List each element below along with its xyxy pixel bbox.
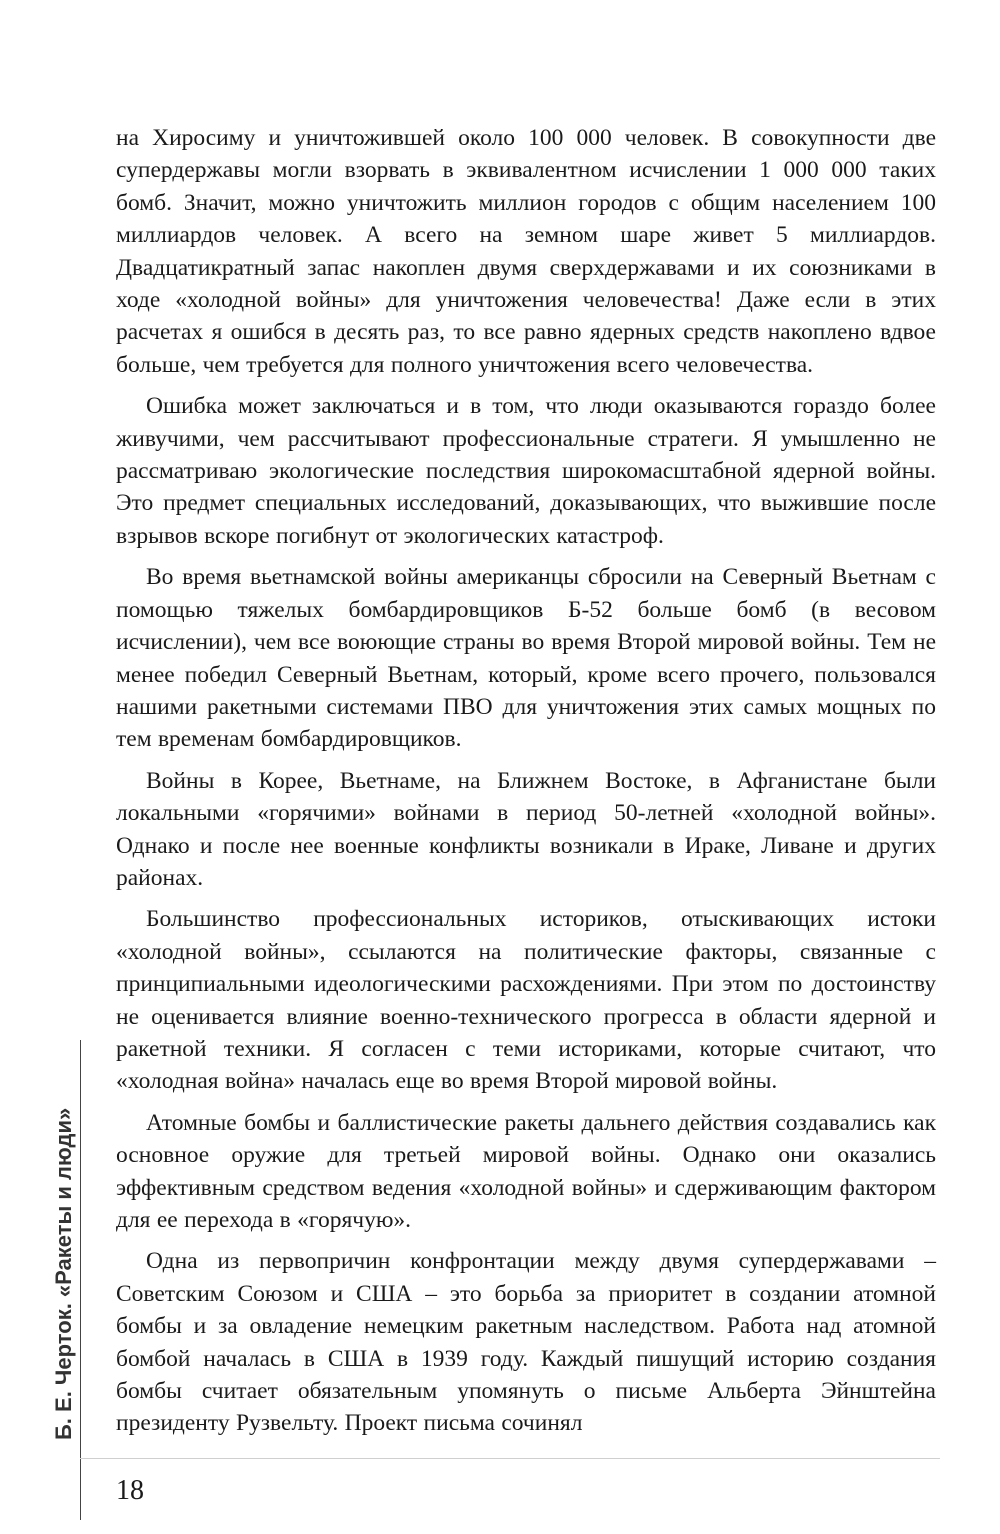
paragraph-1: на Хиросиму и уничтожившей около 100 000 человек. В совокупности две супердержавы могли взорвать в эквивалентном исчислении 1 000 000 таких бомб. Значит, можно уничтожить миллион городов с общим населением 100 миллиардов человек. А всего на земном шаре живет 5 миллиардов. Двадцатикратный запас накоплен двумя сверхдержавами и их союзниками в ходе «холодной войны» для уничтожения человечества! Даже если в этих расчетах я ошибся в десять раз, то все равно ядерных средств накоплено вдвое больше, чем требуется для полного уничтожения всего человечества.: [116, 125, 936, 378]
body-text: [116, 122, 936, 1440]
running-head: Б. Е. Черток. «Ракеты и люди»: [51, 1107, 76, 1440]
page-number: 18: [116, 1475, 144, 1506]
paragraph-2: Ошибка может заключаться и в том, что люди оказываются гораздо более живучими, чем рассчитывают профессиональные стратеги. Я умышленно не рассматриваю экологические последствия широкомасштабной ядерной войны. Это предмет специальных исследований, доказывающих, что выжившие после взрывов вскоре погибнут от экологических катастроф.: [116, 393, 936, 549]
footer-rule: [80, 1458, 940, 1459]
paragraph-4: Войны в Корее, Вьетнаме, на Ближнем Востоке, в Афганистане были локальными «горячими» войнами в период 50-летней «холодной войны». Однако и после нее военные конфликты возникали в Ираке, Ливане и других районах.: [116, 767, 936, 891]
paragraph-5: Большинство профессиональных историков, отыскивающих истоки «холодной войны», ссылаются на политические факторы, связанные с принципиальными идеологическими расхождениями. При этом по достоинству не оценивается влияние военно-технического прогресса в области ядерной и ракетной техники. Я согласен с теми историками, которые считают, что «холодная война» началась еще во время Второй мировой войны.: [116, 906, 936, 1095]
paragraph-3: Во время вьетнамской войны американцы сбросили на Северный Вьетнам с помощью тяжелых бомбардировщиков Б-52 больше бомб (в весовом исчислении), чем все воюющие страны во время Второй мировой войны. Тем не менее победил Северный Вьетнам, который, кроме всего прочего, пользовался нашими ракетными системами ПВО для уничтожения этих самых мощных по тем временам бомбардировщиков.: [116, 564, 936, 753]
paragraph-6: Атомные бомбы и баллистические ракеты дальнего действия создавались как основное оружие для третьей мировой войны. Однако они оказались эффективным средством ведения «холодной войны» и сдерживающим фактором для ее перехода в «горячую».: [116, 1109, 936, 1233]
paragraph-7: Одна из первопричин конфронтации между двумя супердержавами – Советским Союзом и США – это борьба за приоритет в создании атомной бомбы и за овладение немецким ракетным наследством. Работа над атомной бомбой началась в США в 1939 году. Каждый пишущий историю создания бомбы считает обязательным упомянуть о письме Альберта Эйнштейна президенту Рузвельту. Проект письма сочинял: [116, 1248, 936, 1437]
